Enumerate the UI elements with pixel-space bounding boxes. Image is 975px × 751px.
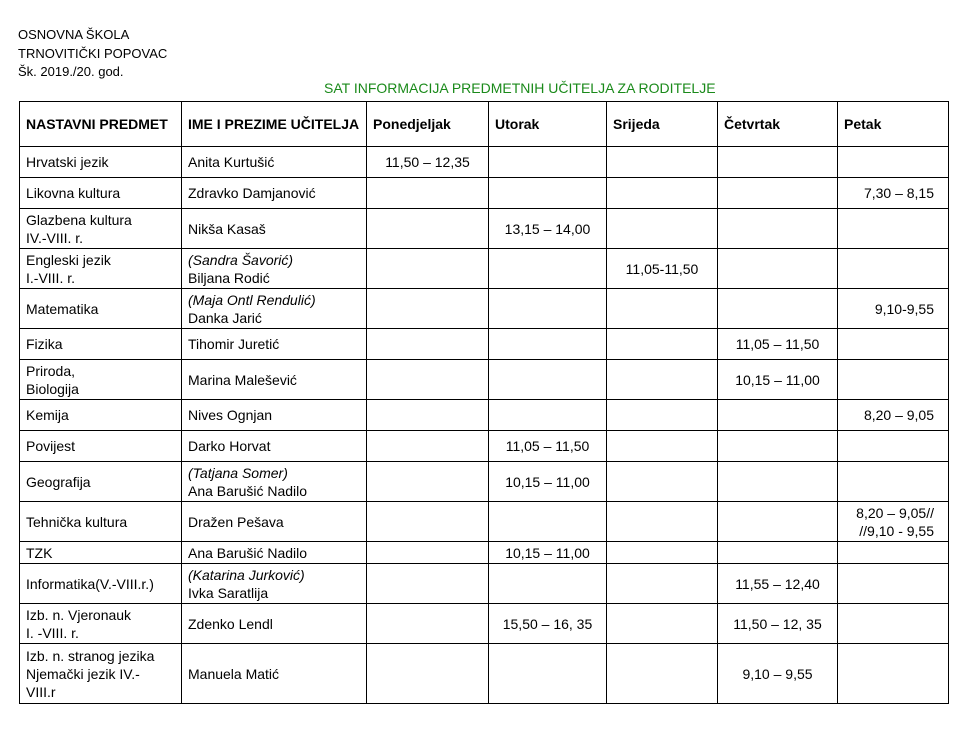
table-row (20, 462, 949, 502)
time-cell-monday (367, 604, 489, 644)
time-cell-wednesday (607, 502, 718, 542)
teacher-name: Manuela Matić (188, 665, 280, 682)
subject-line: Geografija (26, 473, 91, 490)
header-thursday: Četvrtak (718, 102, 838, 147)
subject-line: I. -VIII. r. (26, 624, 79, 641)
teacher-cell (182, 329, 367, 360)
substitute-teacher: (Tatjana Somer) (188, 464, 288, 481)
time-cell-friday (838, 431, 949, 462)
subject-line: Fizika (26, 336, 63, 352)
school-place: TRNOVITIČKI POPOVAC (18, 45, 168, 61)
time-cell-wednesday: 11,05-11,50 (607, 249, 718, 289)
subject-cell (20, 209, 182, 249)
subject-line: Biologija (26, 380, 79, 397)
time-cell-monday (367, 644, 489, 704)
time-cell-friday (838, 209, 949, 249)
teacher-cell (182, 360, 367, 400)
time-cell-monday (367, 289, 489, 329)
time-cell-thursday (718, 289, 838, 329)
subject-line: Njemački jezik IV.- (26, 665, 140, 682)
subject-cell (20, 564, 182, 604)
time-cell-friday (838, 249, 949, 289)
table-row (20, 400, 949, 431)
time-cell-wednesday (607, 400, 718, 431)
time-cell-tuesday (489, 360, 607, 400)
time-cell-friday: 8,20 – 9,05 (838, 400, 949, 431)
teacher-cell (182, 178, 367, 209)
subject-line: Matematika (26, 300, 99, 317)
time-cell-tuesday (489, 564, 607, 604)
time-cell-thursday (718, 209, 838, 249)
table-row (20, 644, 949, 704)
header-teacher: IME I PREZIME UČITELJA (182, 102, 367, 147)
teacher-cell (182, 431, 367, 462)
subject-line: Informatika(V.-VIII.r.) (26, 575, 154, 592)
subject-line: Tehnička kultura (26, 513, 128, 530)
teacher-name: Biljana Rodić (188, 269, 270, 286)
teacher-name: Zdravko Damjanović (188, 185, 316, 201)
teacher-cell (182, 209, 367, 249)
subject-line: VIII.r (26, 683, 56, 700)
subject-cell (20, 360, 182, 400)
time-cell-monday: 11,50 – 12,35 (367, 147, 489, 178)
time-cell-wednesday (607, 431, 718, 462)
time-cell-tuesday (489, 289, 607, 329)
teacher-name: Danka Jarić (188, 309, 262, 326)
time-cell-wednesday (607, 209, 718, 249)
time-cell-monday (367, 360, 489, 400)
table-row (20, 431, 949, 462)
time-cell-wednesday (607, 604, 718, 644)
subject-line: Engleski jezik (26, 251, 111, 268)
header-subject: NASTAVNI PREDMET (20, 102, 182, 147)
substitute-teacher: (Sandra Šavorić) (188, 251, 294, 268)
table-row (20, 329, 949, 360)
time-cell-monday (367, 462, 489, 502)
subject-cell (20, 644, 182, 704)
time-cell-friday (838, 360, 949, 400)
school-year: Šk. 2019./20. god. (18, 64, 124, 79)
teacher-cell (182, 249, 367, 289)
teacher-name: Dražen Pešava (188, 513, 284, 530)
time-cell-thursday (718, 249, 838, 289)
table-body (20, 147, 949, 704)
subject-cell (20, 462, 182, 502)
time-cell-wednesday (607, 329, 718, 360)
subject-line: Povijest (26, 438, 76, 454)
header-wednesday: Srijeda (607, 102, 718, 147)
table-row (20, 542, 949, 564)
subject-line: Priroda, (26, 362, 76, 379)
teacher-name: Nikša Kasaš (188, 220, 266, 237)
teacher-cell (182, 502, 367, 542)
teacher-name: Nives Ognjan (188, 407, 273, 423)
time-cell-monday (367, 178, 489, 209)
time-cell-tuesday (489, 502, 607, 542)
table-row (20, 147, 949, 178)
table-row (20, 289, 949, 329)
header-tuesday: Utorak (489, 102, 607, 147)
time-cell-thursday (718, 431, 838, 462)
time-cell-monday (367, 209, 489, 249)
teacher-name: Zdenko Lendl (188, 615, 273, 632)
subject-line: IV.-VIII. r. (26, 229, 84, 246)
time-cell-wednesday (607, 462, 718, 502)
school-header (18, 26, 167, 82)
schedule-table (19, 101, 949, 704)
time-cell-thursday: 11,50 – 12, 35 (718, 604, 838, 644)
time-cell-tuesday (489, 329, 607, 360)
time-cell-friday (838, 542, 949, 564)
time-cell-wednesday (607, 644, 718, 704)
time-cell-tuesday (489, 178, 607, 209)
time-cell-friday (838, 329, 949, 360)
substitute-teacher: (Maja Ontl Rendulić) (188, 291, 316, 308)
subject-cell (20, 289, 182, 329)
table-header-row (20, 102, 949, 147)
teacher-name: Darko Horvat (188, 438, 271, 454)
teacher-name: Ana Barušić Nadilo (188, 482, 308, 499)
time-cell-monday (367, 502, 489, 542)
time-cell-friday (838, 462, 949, 502)
time-cell-thursday (718, 147, 838, 178)
time-cell-friday: 9,10-9,55 (838, 289, 949, 329)
subject-cell (20, 604, 182, 644)
subject-line: I.-VIII. r. (26, 269, 76, 286)
table-row (20, 209, 949, 249)
subject-cell (20, 178, 182, 209)
teacher-cell (182, 147, 367, 178)
teacher-cell (182, 644, 367, 704)
time-cell-thursday (718, 502, 838, 542)
time-cell-friday (838, 644, 949, 704)
time-cell-tuesday (489, 147, 607, 178)
table-row (20, 564, 949, 604)
subject-cell (20, 431, 182, 462)
school-name: OSNOVNA ŠKOLA (18, 27, 130, 42)
header-monday: Ponedjeljak (367, 102, 489, 147)
time-cell-friday: 8,20 – 9,05// //9,10 - 9,55 (838, 502, 949, 542)
teacher-cell (182, 400, 367, 431)
subject-cell (20, 249, 182, 289)
time-cell-wednesday (607, 360, 718, 400)
time-cell-tuesday: 13,15 – 14,00 (489, 209, 607, 249)
teacher-name: Marina Malešević (188, 371, 297, 388)
time-cell-tuesday: 10,15 – 11,00 (489, 462, 607, 502)
subject-line: Likovna kultura (26, 185, 121, 201)
table-row (20, 178, 949, 209)
time-cell-friday (838, 604, 949, 644)
time-cell-wednesday (607, 178, 718, 209)
time-cell-monday (367, 249, 489, 289)
time-cell-wednesday (607, 147, 718, 178)
time-cell-tuesday (489, 249, 607, 289)
time-cell-friday (838, 564, 949, 604)
time-cell-tuesday (489, 644, 607, 704)
substitute-teacher: (Katarina Jurković) (188, 566, 305, 583)
subject-line: TZK (26, 544, 53, 561)
time-cell-monday (367, 400, 489, 431)
time-cell-thursday: 10,15 – 11,00 (718, 360, 838, 400)
time-cell-tuesday: 15,50 – 16, 35 (489, 604, 607, 644)
time-cell-monday (367, 431, 489, 462)
time-cell-friday (838, 147, 949, 178)
teacher-name: Ana Barušić Nadilo (188, 544, 308, 561)
document-title: SAT INFORMACIJA PREDMETNIH UČITELJA ZA RODITELJE (324, 80, 716, 96)
subject-line: Izb. n. stranog jezika (26, 647, 155, 664)
time-cell-thursday: 11,05 – 11,50 (718, 329, 838, 360)
teacher-cell (182, 604, 367, 644)
subject-line: Hrvatski jezik (26, 154, 109, 170)
time-cell-thursday (718, 178, 838, 209)
teacher-cell (182, 564, 367, 604)
subject-cell (20, 329, 182, 360)
time-cell-tuesday: 10,15 – 11,00 (489, 542, 607, 564)
time-cell-monday (367, 329, 489, 360)
time-cell-thursday (718, 542, 838, 564)
table-row (20, 604, 949, 644)
header-friday: Petak (838, 102, 949, 147)
time-cell-thursday (718, 400, 838, 431)
teacher-cell (182, 542, 367, 564)
time-cell-tuesday: 11,05 – 11,50 (489, 431, 607, 462)
time-cell-wednesday (607, 564, 718, 604)
time-cell-monday (367, 564, 489, 604)
subject-cell (20, 502, 182, 542)
time-cell-thursday: 9,10 – 9,55 (718, 644, 838, 704)
teacher-cell (182, 462, 367, 502)
time-cell-wednesday (607, 542, 718, 564)
time-cell-wednesday (607, 289, 718, 329)
time-cell-thursday (718, 462, 838, 502)
teacher-name: Ivka Saratlija (188, 584, 269, 601)
table-row (20, 249, 949, 289)
teacher-name: Anita Kurtušić (188, 154, 275, 170)
time-cell-friday: 7,30 – 8,15 (838, 178, 949, 209)
subject-line: Izb. n. Vjeronauk (26, 606, 132, 623)
table-row (20, 360, 949, 400)
teacher-cell (182, 289, 367, 329)
subject-line: Kemija (26, 407, 69, 423)
teacher-name: Tihomir Juretić (188, 336, 280, 352)
time-cell-thursday: 11,55 – 12,40 (718, 564, 838, 604)
subject-cell (20, 542, 182, 564)
time-cell-tuesday (489, 400, 607, 431)
time-cell-monday (367, 542, 489, 564)
subject-cell (20, 147, 182, 178)
table-row (20, 502, 949, 542)
subject-line: Glazbena kultura (26, 211, 132, 228)
subject-cell (20, 400, 182, 431)
